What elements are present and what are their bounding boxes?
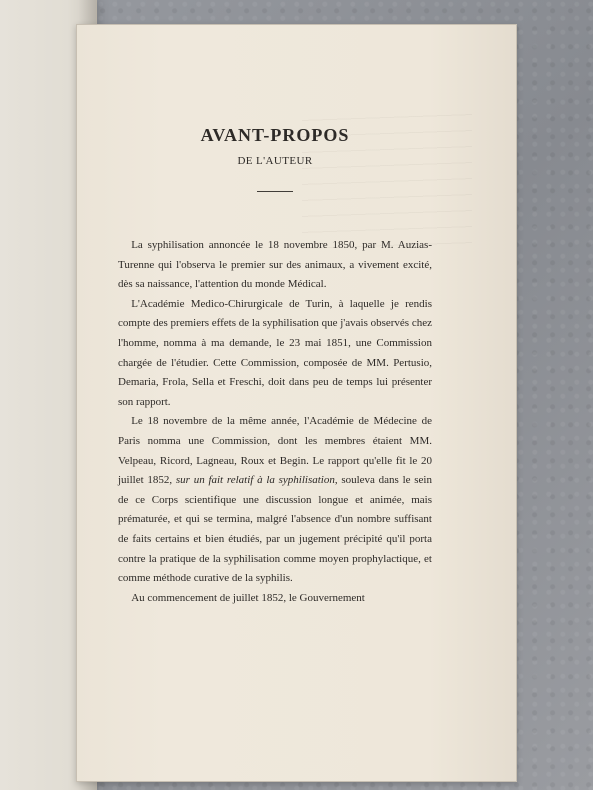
paragraph-3-italic: sur un fait relatif à la syphilisation xyxy=(175,474,335,487)
title-divider xyxy=(257,191,293,192)
page-subtitle: DE L'AUTEUR xyxy=(237,155,313,167)
paragraph-4: Au commencement de juillet 1852, le Gouvernement xyxy=(131,591,365,604)
page-content xyxy=(118,126,432,608)
page-title: AVANT-PROPOS xyxy=(200,125,350,145)
paragraph-3-after: , souleva dans le sein de ce Corps scientifique une discussion longue et animée, mais prématurée, et qui se termina, malgré l'absence d'un nombre suffisant de faits certains et bien étudiés, par un jugement précipité qu'il porta contre la pratique de la syphilisation comme moyen prophylactique, et comme méthode curative de la syphilis. xyxy=(118,474,432,585)
paragraph-3 xyxy=(118,412,432,588)
paragraph-2: L'Académie Medico-Chirurgicale de Turin, à laquelle je rendis compte des premiers effets de la syphilisation que j'avais observés chez l'homme, nomma à ma demande, le 23 mai 1851, une Commission chargée de l'étudier. Cette Commission, composée de MM. Pertusio, Demaria, Frola, Sella et Freschi, doit dans peu de temps lui présenter son rapport. xyxy=(118,297,432,408)
paragraph-3-before: Le 18 novembre de la même année, l'Académie de Médecine de Paris nomma une Commission, dont les membres étaient MM. Velpeau, Ricord, Lagneau, Roux et Begin. Le rapport qu'elle fit le 20 juillet 1852, xyxy=(118,415,432,487)
body-text xyxy=(118,236,432,608)
paragraph-1: La syphilisation annoncée le 18 novembre 1850, par M. Auzias-Turenne qui l'observa le premier sur des animaux, a vivement excité, dès sa naissance, l'attention du monde Médical. xyxy=(118,239,432,291)
